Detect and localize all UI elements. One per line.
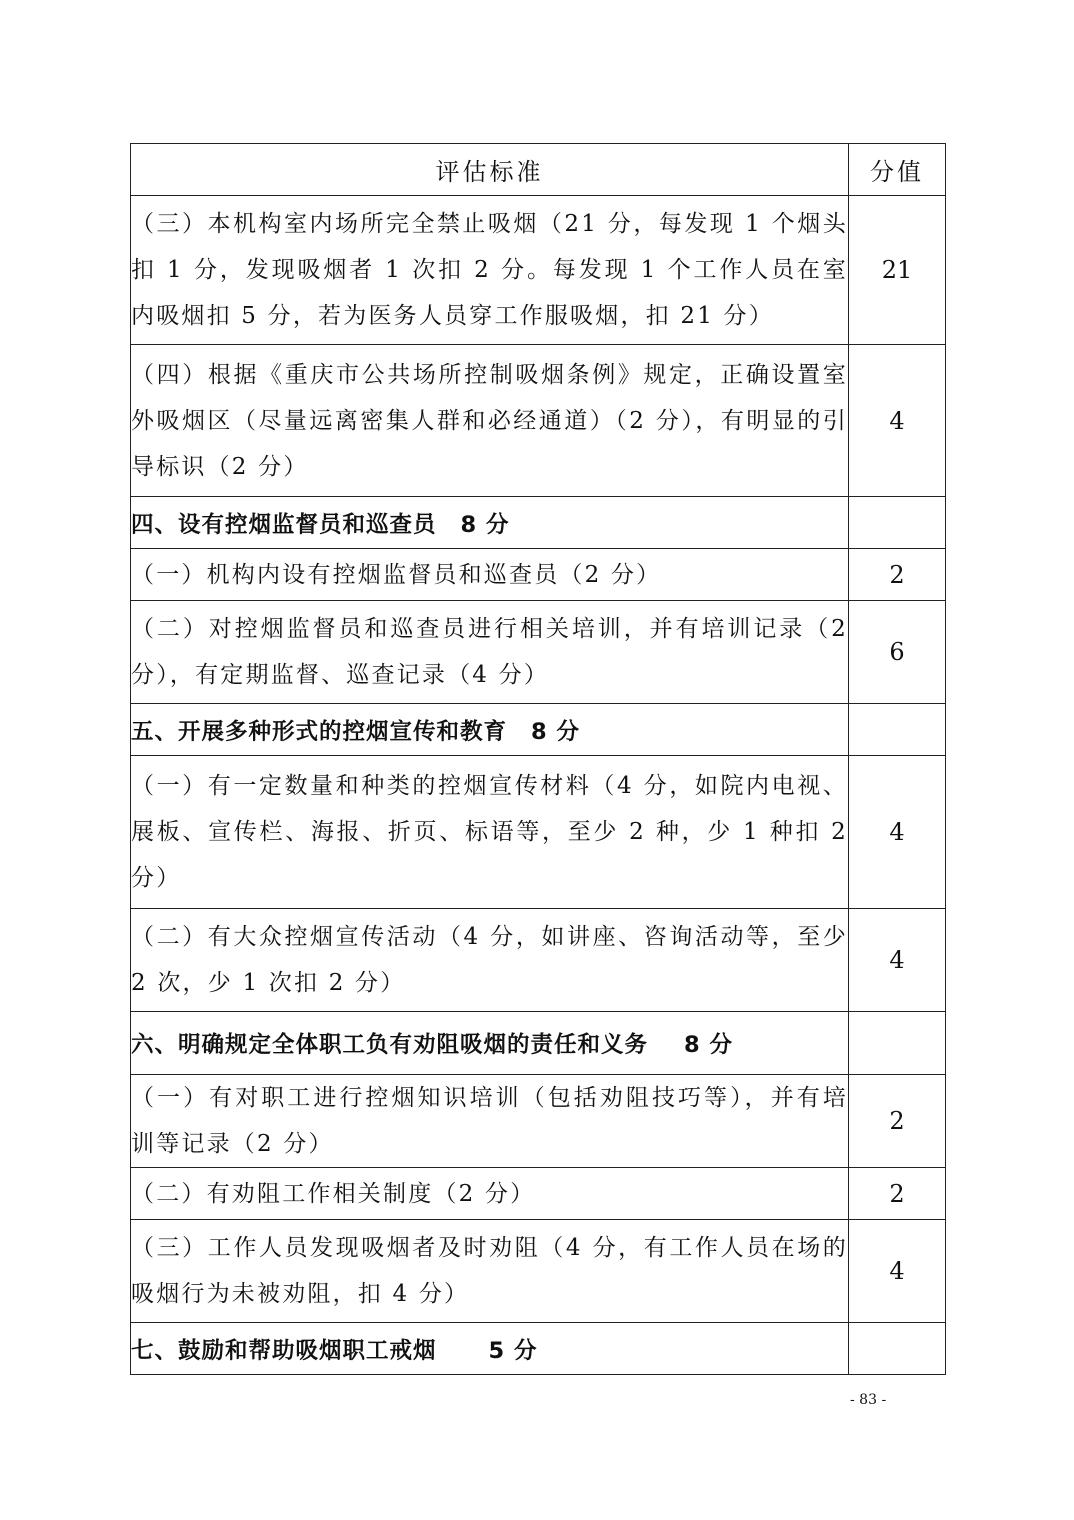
criteria-text: （二）对控烟监督员和巡查员进行相关培训，并有培训记录（2 分），有定期监督、巡查记录（4 分）	[131, 601, 849, 704]
criteria-text: （三）本机构室内场所完全禁止吸烟（21 分，每发现 1 个烟头扣 1 分，发现吸烟者 1 次扣 2 分。每发现 1 个工作人员在室内吸烟扣 5 分，若为医务人员穿工作服吸烟，扣 21 分）	[131, 196, 849, 345]
score-value: 4	[849, 909, 946, 1012]
section-heading	[131, 497, 849, 549]
section-points: 5 分	[488, 1337, 538, 1364]
criteria-text: （二）有大众控烟宣传活动（4 分，如讲座、咨询活动等，至少 2 次，少 1 次扣 2 分）	[131, 909, 849, 1012]
criteria-text: （一）机构内设有控烟监督员和巡查员（2 分）	[131, 549, 849, 601]
section-title: 四、设有控烟监督员和巡查员	[131, 511, 437, 538]
table-header-row	[131, 144, 946, 196]
section-row	[131, 704, 946, 756]
section-title: 七、鼓励和帮助吸烟职工戒烟	[131, 1337, 437, 1364]
page-number: - 83 -	[850, 1392, 887, 1408]
table-row	[131, 345, 946, 497]
table-row	[131, 756, 946, 909]
section-title: 五、开展多种形式的控烟宣传和教育	[131, 718, 508, 745]
score-value: 4	[849, 1220, 946, 1323]
criteria-text: （三）工作人员发现吸烟者及时劝阻（4 分，有工作人员在场的吸烟行为未被劝阻，扣 4 分）	[131, 1220, 849, 1323]
criteria-text: （一）有一定数量和种类的控烟宣传材料（4 分，如院内电视、展板、宣传栏、海报、折页、标语等，至少 2 种，少 1 种扣 2 分）	[131, 756, 849, 909]
score-value: 6	[849, 601, 946, 704]
score-value	[849, 1012, 946, 1075]
criteria-text: （二）有劝阻工作相关制度（2 分）	[131, 1168, 849, 1220]
criteria-text: （一）有对职工进行控烟知识培训（包括劝阻技巧等），并有培训等记录（2 分）	[131, 1075, 849, 1168]
section-row	[131, 1012, 946, 1075]
score-value: 2	[849, 1168, 946, 1220]
table-row	[131, 1075, 946, 1168]
section-row	[131, 497, 946, 549]
table-row	[131, 909, 946, 1012]
score-value: 2	[849, 549, 946, 601]
section-heading	[131, 1012, 849, 1075]
score-value	[849, 497, 946, 549]
table-row	[131, 601, 946, 704]
score-value	[849, 1323, 946, 1375]
section-row	[131, 1323, 946, 1375]
section-heading	[131, 704, 849, 756]
table-row	[131, 1168, 946, 1220]
evaluation-criteria-table	[130, 143, 946, 1375]
section-points: 8 分	[684, 1032, 734, 1058]
score-value: 4	[849, 345, 946, 497]
header-criteria: 评估标准	[131, 144, 849, 196]
score-value: 2	[849, 1075, 946, 1168]
score-value: 4	[849, 756, 946, 909]
section-title: 六、明确规定全体职工负有劝阻吸烟的责任和义务	[131, 1032, 649, 1058]
criteria-text: （四）根据《重庆市公共场所控制吸烟条例》规定，正确设置室外吸烟区（尽量远离密集人群和必经通道）（2 分），有明显的引导标识（2 分）	[131, 345, 849, 497]
score-value: 21	[849, 196, 946, 345]
table-row	[131, 1220, 946, 1323]
header-score: 分值	[849, 144, 946, 196]
score-value	[849, 704, 946, 756]
section-points: 8 分	[460, 511, 510, 538]
section-heading	[131, 1323, 849, 1375]
table-row	[131, 196, 946, 345]
section-points: 8 分	[531, 718, 581, 745]
table-row	[131, 549, 946, 601]
